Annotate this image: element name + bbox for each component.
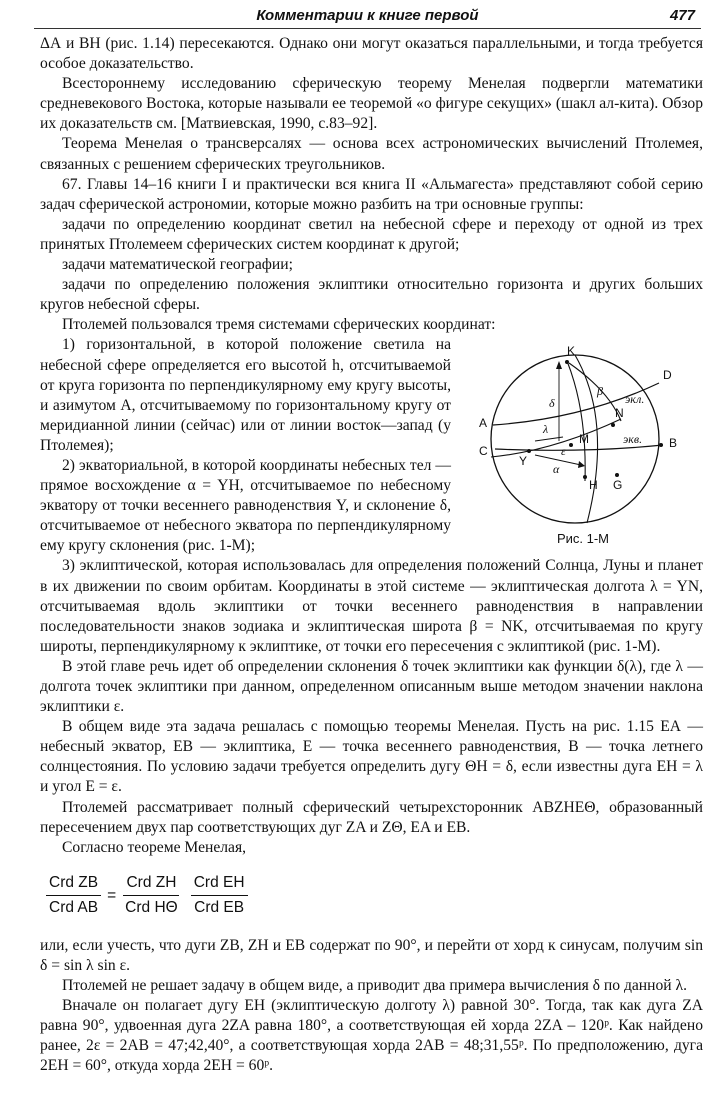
label-N: N xyxy=(615,406,624,421)
label-K: K xyxy=(567,344,576,359)
paragraph: Птолемей рассматривает полный сферический четырехсторонник ABZHEΘ, образованный пересечением двух пар соответствующих дуг ZA и ZΘ, EA и EB. xyxy=(40,798,703,836)
paragraph: В общем виде эта задача решалась с помощью теоремы Менелая. Пусть на рис. 1.15 ЕА — небесный экватор, ЕВ — эклиптика, Е — точка весеннего равноденствия, В — точка летнего солнцестояния. По условию задачи требуется определить дугу ΘН = δ, если известны дуга ЕН = λ и угол Е = ε. xyxy=(40,718,703,796)
fraction-denominator: Crd EB xyxy=(194,899,245,917)
label-beta: β xyxy=(597,384,603,399)
equals-sign: = xyxy=(107,886,117,904)
label-lambda: λ xyxy=(543,422,549,437)
fraction xyxy=(122,873,181,918)
paragraph: задачи математической географии; xyxy=(62,256,293,274)
label-ekv: экв. xyxy=(623,432,643,447)
label-M: M xyxy=(579,432,589,447)
label-T: Υ xyxy=(519,454,528,469)
paragraph: Согласно теореме Менелая, xyxy=(62,838,247,856)
page-number: 477 xyxy=(669,7,695,24)
delta-arrowhead xyxy=(556,361,562,369)
running-head xyxy=(34,4,701,29)
point-T xyxy=(527,449,531,453)
fraction-denominator: Crd AB xyxy=(49,899,99,917)
point-K xyxy=(565,360,569,364)
label-C: C xyxy=(479,444,488,459)
fraction xyxy=(46,873,101,918)
paragraph: Теорема Менелая о трансверсалях — основа всех астрономических вычислений Птолемея, связанных с решением сферических треугольников. xyxy=(40,135,703,173)
label-delta: δ xyxy=(549,396,555,411)
fraction-denominator: Crd HΘ xyxy=(125,899,178,917)
label-D: D xyxy=(663,368,672,383)
paragraph: 1) горизонтальной, в которой положение светила на небесной сфере определяется его высотой h, отсчитываемой от круга горизонта по перпендикулярному ему кругу высоты, и азимутом A, отсчитываемому по горизонтальному кругу от меридианной линии (сейчас) или от линии восток—запад (у Птолемея); xyxy=(40,336,451,454)
point-H xyxy=(583,475,587,479)
paragraph: 3) эклиптической, которая использовалась для определения положений Солнца, Луны и планет в их движении по своим орбитам. Координаты в этой системе — эклиптическая долгота λ = ΥN, отсчитываемая вдоль эклиптики от точки весеннего равноденствия в направлении последовательности знаков зодиака и эклиптическая широта β = NK, отсчитываемая по кругу широты, перпендикулярному к эклиптике, от точки его пересечения с эклиптикой (рис. 1-М). xyxy=(40,557,703,655)
menelaus-formula xyxy=(46,866,703,926)
fraction xyxy=(191,873,248,918)
paragraph: 67. Главы 14–16 книги I и практически вся книга II «Альмагеста» представляют собой серию задач сферической астрономии, которые можно разбить на три основные группы: xyxy=(40,175,703,213)
paragraph: Птолемей не решает задачу в общем виде, а приводит два примера вычисления δ по данной λ. xyxy=(62,977,687,995)
paragraph: 2) экваториальной, в которой координаты небесных тел — прямое восхождение α = ΥH, отсчитываемое по небесному экватору от точки весеннего равноденствия Υ, и склонение δ, отсчитываемое от небесного экватора по перпендикулярному ему кругу склонения (рис. 1-М); xyxy=(40,456,451,555)
label-eps: ε xyxy=(561,444,566,459)
alpha-arrowhead xyxy=(578,461,585,468)
paragraph: Всестороннему исследованию сферическую теорему Менелая подвергли математики средневекового Востока, которые называли ее теоремой «о фигуре секущих» (шакл ал-кита). Обзор их доказательств см. [Матвиевская, 1990, с.83–92]. xyxy=(40,75,703,133)
page-body xyxy=(40,34,703,1077)
point-N xyxy=(611,423,615,427)
label-ekl: экл. xyxy=(625,392,645,407)
point-G xyxy=(615,473,619,477)
fraction-numerator: Crd EH xyxy=(191,873,248,896)
fraction-numerator: Crd ZB xyxy=(46,873,101,896)
label-G: G xyxy=(613,478,623,493)
paragraph: В этой главе речь идет об определении склонения δ точек эклиптики как функции δ(λ), где λ — долгота точек эклиптики при данном, определенном описанным выше методом значении наклона эклиптики ε. xyxy=(40,657,703,716)
sphere-diagram xyxy=(463,341,703,531)
paragraph: ΔА и ВН (рис. 1.14) пересекаются. Однако они могут оказаться параллельными, и тогда требуется особое доказательство. xyxy=(40,35,703,73)
paragraph: Вначале он полагает дугу EH (эклиптическую долготу λ) равной 30°. Тогда, так как дуга ZA равна 90°, удвоенная дуга 2ZA равна 180°, а соответствующая ей хорда 2ZA – 120ᵖ. Как найдено ранее, 2ε = 2AB = 47;42,40°, а соответствующая хорда 2AB = 48;31,55ᵖ. По предположению, дуга 2EH = 60°, откуда хорда 2EH = 60ᵖ. xyxy=(40,997,703,1075)
figure-celestial-sphere xyxy=(463,341,703,551)
label-A: A xyxy=(479,416,488,431)
label-B: B xyxy=(669,436,678,451)
paragraph: или, если учесть, что дуги ZB, ZH и EB содержат по 90°, и перейти от хорд к синусам, получим sin δ = sin λ sin ε. xyxy=(40,936,703,974)
paragraph: Птолемей пользовался тремя системами сферических координат: xyxy=(62,316,496,334)
label-H: H xyxy=(589,478,598,493)
point-M xyxy=(569,443,573,447)
label-alpha: α xyxy=(553,462,560,477)
running-head-title: Комментарии к книге первой xyxy=(256,7,479,24)
figure-caption: Рис. 1-М xyxy=(556,531,610,547)
fraction-numerator: Crd ZH xyxy=(123,873,179,896)
paragraph: задачи по определению координат светил на небесной сфере и переходу от одной из трех принятых Птолемеем сферических систем координат к другой; xyxy=(40,215,703,253)
paragraph: задачи по определению положения эклиптики относительно горизонта и других больших кругов небесной сферы. xyxy=(40,276,703,314)
point-B xyxy=(659,443,663,447)
